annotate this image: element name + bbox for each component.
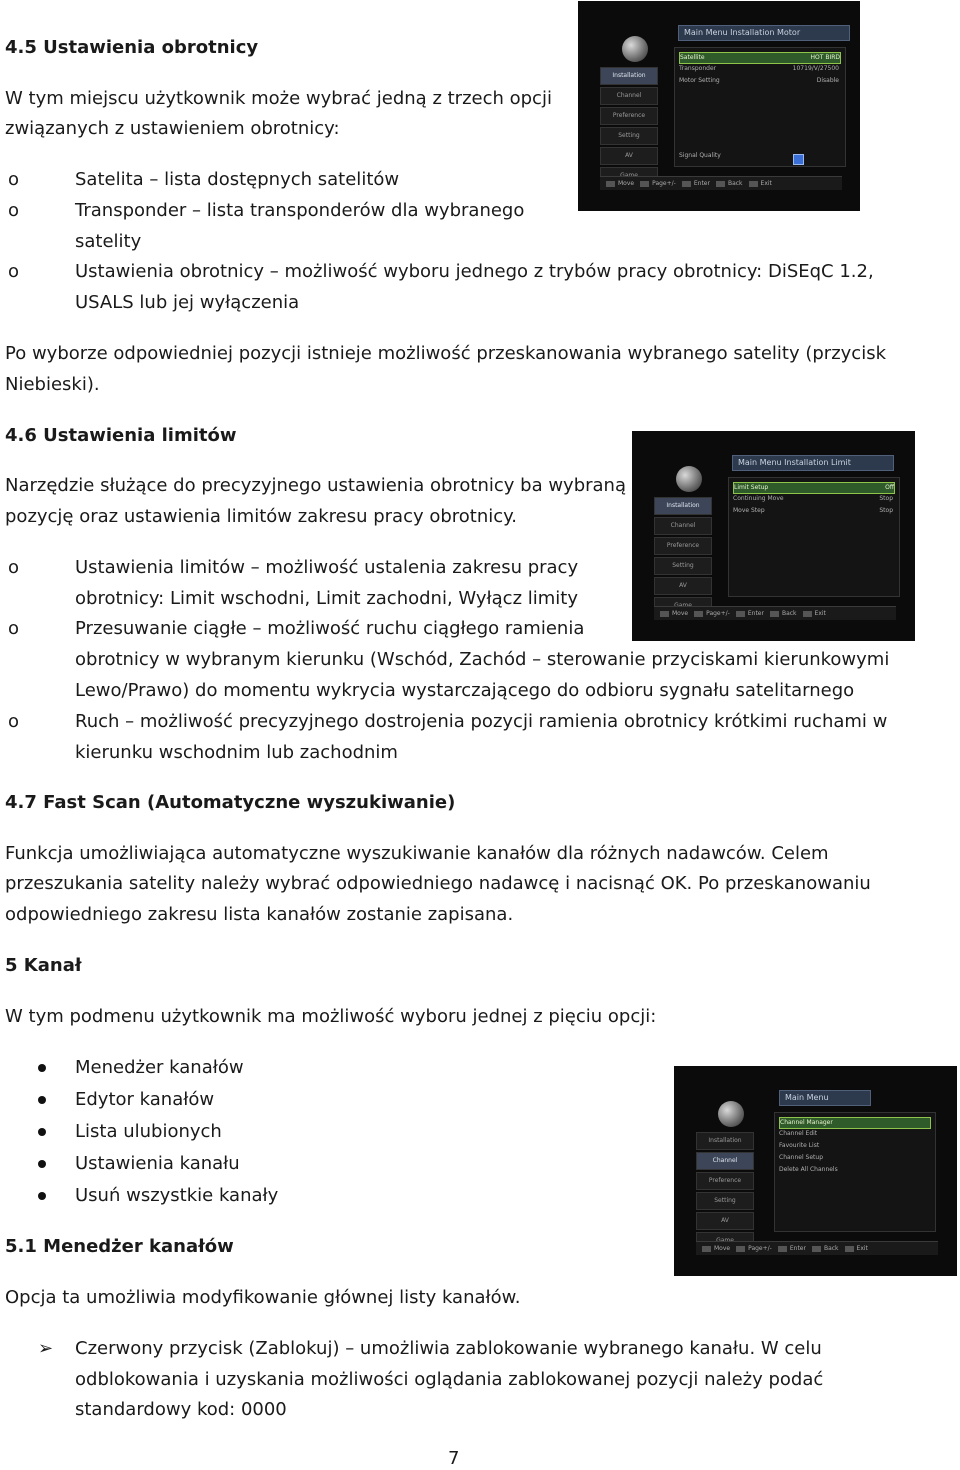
menu-item: Channel [600, 87, 658, 105]
menu-item: Installation [654, 497, 712, 515]
menu-item: Preference [696, 1172, 754, 1190]
menu-item: Setting [696, 1192, 754, 1210]
menu-item: Preference [654, 537, 712, 555]
screen-menu [600, 67, 658, 185]
menu-item: Setting [654, 557, 712, 575]
s47-body-line-2: przeszukania satelity należy wybrać odpowiedniego nadawcę i nacisnąć OK. Po przeskanowaniu [5, 873, 871, 894]
s46-intro-line-2: pozycję oraz ustawienia limitów zakresu pracy obrotnicy. [5, 506, 517, 527]
list-item-satellite: Satelita – lista dostępnych satelitów [75, 169, 400, 190]
s45-intro-line-1: W tym miejscu użytkownik może wybrać jedną z trzech opcji [5, 88, 552, 109]
menu-item: AV [600, 147, 658, 165]
screenshot-limit-setting [632, 431, 915, 641]
list-item-continuous-move-cont: obrotnicy w wybranym kierunku (Wschód, Zachód – sterowanie przyciskami kierunkowymi [75, 649, 890, 670]
list-marker: o [8, 261, 20, 282]
s45-intro-line-2: związanych z ustawieniem obrotnicy: [5, 118, 340, 139]
bullet-icon [38, 1192, 46, 1200]
list-marker: o [8, 711, 20, 732]
list-marker: o [8, 618, 20, 639]
menu-item: AV [696, 1212, 754, 1230]
list-item-transponder: Transponder – lista transponderów dla wybranego [75, 200, 525, 221]
list-item-channel-manager: Menedżer kanałów [75, 1057, 244, 1078]
screen-panel: Satellite HOT BIRD Transponder 10719/V/27500 Motor Setting Disable Signal Quality [674, 47, 846, 167]
bullet-icon [38, 1096, 46, 1104]
list-marker: o [8, 169, 20, 190]
menu-item: Setting [600, 127, 658, 145]
s51-intro: Opcja ta umożliwia modyfikowanie głównej listy kanałów. [5, 1287, 521, 1308]
bullet-icon [38, 1128, 46, 1136]
screen-menu [654, 497, 712, 615]
arrow-bullet-icon: ➢ [38, 1338, 54, 1359]
list-item-transponder-cont: satelity [75, 231, 142, 252]
blue-button-icon [793, 154, 804, 165]
satellite-dish-icon [676, 466, 702, 492]
list-item-limits: Ustawienia limitów – możliwość ustalenia zakresu pracy [75, 557, 579, 578]
list-item-continuous-move: Przesuwanie ciągłe – możliwość ruchu ciągłego ramienia [75, 618, 585, 639]
list-marker: o [8, 557, 20, 578]
section-5-heading: 5 Kanał [5, 955, 82, 976]
section-4-6-heading: 4.6 Ustawienia limitów [5, 425, 237, 446]
screen-footer: Move Page+/- Enter Back Exit [654, 606, 896, 620]
s5-intro: W tym podmenu użytkownik ma możliwość wyboru jednej z pięciu opcji: [5, 1006, 657, 1027]
screen-header: Main Menu [779, 1090, 871, 1106]
section-5-1-heading: 5.1 Menedżer kanałów [5, 1236, 234, 1257]
menu-item: Installation [600, 67, 658, 85]
s45-note-line-1: Po wyborze odpowiedniej pozycji istnieje możliwość przeskanowania wybranego satelity (przycisk [5, 343, 887, 364]
list-item-favourites: Lista ulubionych [75, 1121, 222, 1142]
s45-note-line-2: Niebieski). [5, 374, 100, 395]
screen-panel: Channel Manager Channel Edit Favourite List Channel Setup Delete All Channels [774, 1112, 936, 1232]
s47-body-line-1: Funkcja umożliwiająca automatyczne wyszukiwanie kanałów dla różnych nadawców. Celem [5, 843, 829, 864]
bullet-icon [38, 1064, 46, 1072]
list-item-move-cont: kierunku wschodnim lub zachodnim [75, 742, 398, 763]
list-item-motor-settings: Ustawienia obrotnicy – możliwość wyboru jednego z trybów pracy obrotnicy: DiSEqC 1.2, [75, 261, 874, 282]
satellite-dish-icon [622, 36, 648, 62]
list-item-red-button-cont: odblokowania i uzyskania możliwości oglądania zablokowanej pozycji należy podać [75, 1369, 824, 1390]
screen-header: Main Menu Installation Limit [732, 455, 894, 471]
list-item-channel-settings: Ustawienia kanału [75, 1153, 240, 1174]
bullet-icon [38, 1160, 46, 1168]
menu-item: Preference [600, 107, 658, 125]
section-4-5-heading: 4.5 Ustawienia obrotnicy [5, 37, 259, 58]
list-item-delete-all: Usuń wszystkie kanały [75, 1185, 279, 1206]
menu-item: Channel [696, 1152, 754, 1170]
section-4-7-heading: 4.7 Fast Scan (Automatyczne wyszukiwanie) [5, 792, 456, 813]
list-item-limits-cont: obrotnicy: Limit wschodni, Limit zachodni, Wyłącz limity [75, 588, 578, 609]
list-item-red-button: Czerwony przycisk (Zablokuj) – umożliwia zablokowanie wybranego kanału. W celu [75, 1338, 822, 1359]
screen-header: Main Menu Installation Motor [678, 25, 850, 41]
screenshot-channel-menu [674, 1066, 957, 1276]
screen-footer: Move Page+/- Enter Back Exit [600, 176, 842, 190]
menu-item: AV [654, 577, 712, 595]
list-item-motor-settings-cont: USALS lub jej wyłączenia [75, 292, 300, 313]
list-item-channel-editor: Edytor kanałów [75, 1089, 215, 1110]
s47-body-line-3: odpowiedniego zakresu lista kanałów zostanie zapisana. [5, 904, 514, 925]
list-marker: o [8, 200, 20, 221]
screenshot-motor-setting [578, 1, 860, 211]
screen-menu [696, 1132, 754, 1250]
list-item-continuous-move-cont: Lewo/Prawo) do momentu wykrycia wystarczającego do odbioru sygnału satelitarnego [75, 680, 855, 701]
screen-panel: Limit Setup Off Continuing Move Stop Move Step Stop [728, 477, 900, 597]
list-item-move: Ruch – możliwość precyzyjnego dostrojenia pozycji ramienia obrotnicy krótkimi ruchami w [75, 711, 888, 732]
page-number: 7 [448, 1448, 460, 1469]
screen-footer: Move Page+/- Enter Back Exit [696, 1241, 938, 1255]
list-item-red-button-cont: standardowy kod: 0000 [75, 1399, 287, 1420]
menu-item: Installation [696, 1132, 754, 1150]
screen-hint: Signal Quality [679, 152, 721, 159]
satellite-dish-icon [718, 1101, 744, 1127]
s46-intro-line-1: Narzędzie służące do precyzyjnego ustawienia obrotnicy ba wybraną [5, 475, 626, 496]
menu-item: Channel [654, 517, 712, 535]
